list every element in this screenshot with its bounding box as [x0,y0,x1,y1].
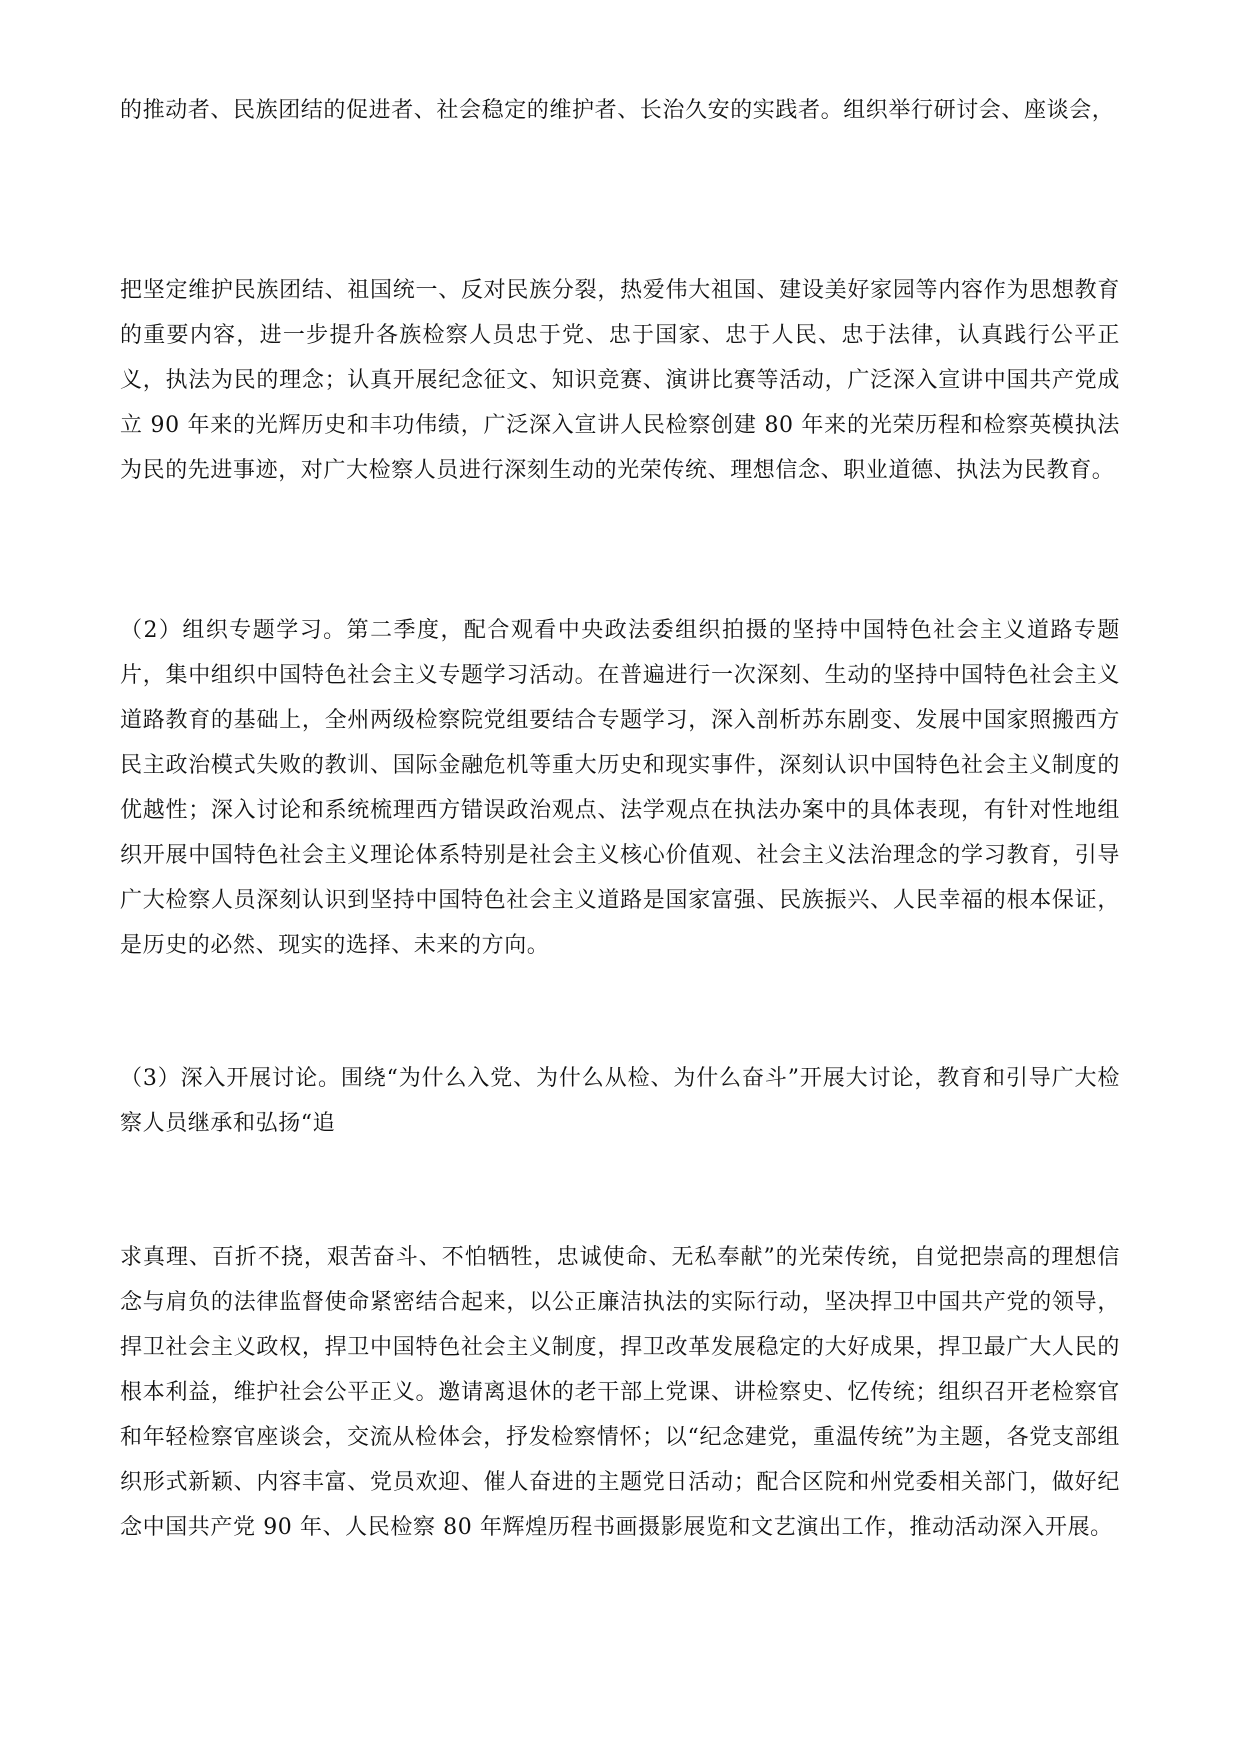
paragraph-ideology-education: 把坚定维护民族团结、祖国统一、反对民族分裂，热爱伟大祖国、建设美好家园等内容作为思想教育的重要内容，进一步提升各族检察人员忠于党、忠于国家、忠于人民、忠于法律，认真践行公平正义，执法为民的理念；认真开展纪念征文、知识竞赛、演讲比赛等活动，广泛深入宣讲中国共产党成立 90 年来的光辉历史和丰功伟绩，广泛深入宣讲人民检察创建 80 年来的光荣历程和检察英模执法为民的先进事迹，对广大检察人员进行深刻生动的光荣传统、理想信念、职业道德、执法为民教育。 [120,278,1120,483]
paragraph-traditions: 求真理、百折不挠，艰苦奋斗、不怕牺牲，忠诚使命、无私奉献”的光荣传统，自觉把崇高的理想信念与肩负的法律监督使命紧密结合起来，以公正廉洁执法的实际行动，坚决捍卫中国共产党的领导，捍卫社会主义政权，捍卫中国特色社会主义制度，捍卫改革发展稳定的大好成果，捍卫最广大人民的根本利益，维护社会公平正义。邀请离退休的老干部上党课、讲检察史、忆传统；组织召开老检察官和年轻检察官座谈会，交流从检体会，抒发检察情怀；以“纪念建党，重温传统”为主题，各党支部组织形式新颖、内容丰富、党员欢迎、催人奋进的主题党日活动；配合区院和州党委相关部门，做好纪念中国共产党 90 年、人民检察 80 年辉煌历程书画摄影展览和文艺演出工作，推动活动深入开展。 [120,1245,1120,1540]
paragraph-special-study: （2）组织专题学习。第二季度，配合观看中央政法委组织拍摄的坚持中国特色社会主义道路专题片，集中组织中国特色社会主义专题学习活动。在普遍进行一次深刻、生动的坚持中国特色社会主义道路教育的基础上，全州两级检察院党组要结合专题学习，深入剖析苏东剧变、发展中国家照搬西方民主政治模式失败的教训、国际金融危机等重大历史和现实事件，深刻认识中国特色社会主义制度的优越性；深入讨论和系统梳理西方错误政治观点、法学观点在执法办案中的具体表现，有针对性地组织开展中国特色社会主义理论体系特别是社会主义核心价值观、社会主义法治理念的学习教育，引导广大检察人员深刻认识到坚持中国特色社会主义道路是国家富强、民族振兴、人民幸福的根本保证，是历史的必然、现实的选择、未来的方向。 [120,618,1120,958]
paragraph-discussion: （3）深入开展讨论。围绕“为什么入党、为什么从检、为什么奋斗”开展大讨论，教育和引导广大检察人员继承和弘扬“追 [120,1066,1120,1136]
paragraph-continuation: 的推动者、民族团结的促进者、社会稳定的维护者、长治久安的实践者。组织举行研讨会、座谈会， [120,98,1115,123]
